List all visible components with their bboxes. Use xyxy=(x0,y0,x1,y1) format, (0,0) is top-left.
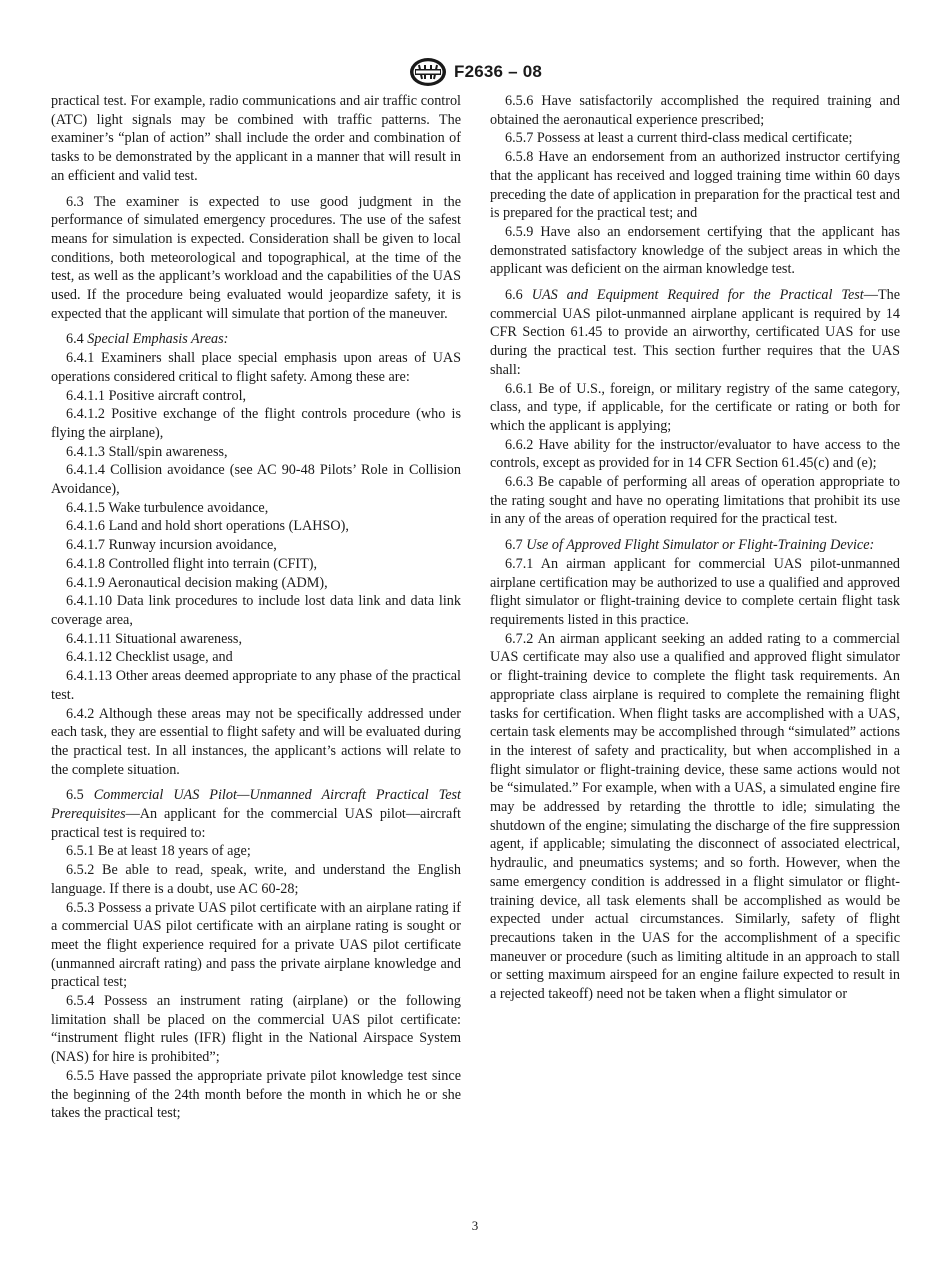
list-item: 6.6.1 Be of U.S., foreign, or military registry of the same category, class, and type, if applicable, for the certificate or rating or both for which the applicant is applying; xyxy=(490,380,900,434)
list-item: 6.5.7 Possess at least a current third-class medical certificate; xyxy=(505,130,853,147)
list-item: 6.5.5 Have passed the appropriate private pilot knowledge test since the beginning of the 24th month before the month in which he or she takes the practical test; xyxy=(51,1067,461,1122)
paragraph: practical test. For example, radio communications and air traffic control (ATC) light signals may be combined with traffic patterns. The examiner’s “plan of action” shall include the order and combination of tasks to be demonstrated by the applicant in a manner that will result in an efficient and valid test. xyxy=(51,93,461,184)
list-item: 6.5.3 Possess a private UAS pilot certificate with an airplane rating if a commercial UAS pilot certificate with an airplane rating is sought or meet the flight experience required for a private UAS pilot certificate (unmanned aircraft rating) and pass the private airplane knowledge and practical test; xyxy=(51,899,461,991)
list-item: 6.5.1 Be at least 18 years of age; xyxy=(66,843,251,860)
section-heading xyxy=(490,536,900,555)
list-item: 6.4.1.3 Stall/spin awareness, xyxy=(66,443,228,460)
paragraph: 6.3 The examiner is expected to use good judgment in the performance of simulated emergency procedures. The use of the safest means for simulation is expected. Consideration shall be given to local conditions, both meteorological and topographical, at the time of the test, as well as the applicant’s workload and the capabilities of the UAS used. If the procedure being evaluated would jeopardize safety, it is expected that the applicant will simulate that portion of the maneuver. xyxy=(51,193,461,322)
section-heading xyxy=(51,786,461,842)
list-item: 6.5.9 Have also an endorsement certifying that the applicant has demonstrated satisfactory knowledge of the subject areas in which the applicant was deficient on the airman knowledge test. xyxy=(490,223,900,278)
list-item: 6.5.4 Possess an instrument rating (airplane) or the following limitation shall be placed on the commercial UAS pilot certificate: “instrument flight rules (IFR) flight in the National Airspace System (NAS) for hire is prohibited”; xyxy=(51,993,461,1066)
list-item: 6.4.1.2 Positive exchange of the flight controls procedure (who is flying the airplane), xyxy=(51,406,461,441)
left-column xyxy=(51,92,461,1123)
list-item: 6.4.1.5 Wake turbulence avoidance, xyxy=(66,499,269,516)
list-item: 6.6.3 Be capable of performing all areas of operation appropriate to the rating sought and have no operating limitations that prohibit its use in any of the areas of operation required for the practical test. xyxy=(490,474,900,528)
list-item: 6.4.1.13 Other areas deemed appropriate to any phase of the practical test. xyxy=(51,668,461,703)
list-item: 6.5.8 Have an endorsement from an authorized instructor certifying that the applicant has received and logged training time within 60 days preceding the date of application in preparation for the practical test and is prepared for the practical test; and xyxy=(490,149,900,222)
list-item: 6.4.1.4 Collision avoidance (see AC 90-48 Pilots’ Role in Collision Avoidance), xyxy=(51,462,461,498)
list-item: 6.4.1.7 Runway incursion avoidance, xyxy=(66,537,277,554)
section-title: Special Emphasis Areas: xyxy=(87,331,229,348)
list-item: 6.7.2 An airman applicant seeking an added rating to a commercial UAS certificate may also use a qualified and approved flight simulator or flight-training device to complete the flight task requirements. An appropriate class airplane is required to complete the remaining flight tasks for certification. When flight tasks are accomplished with a UAS, certain task elements may be accomplished through “simulated” actions in the interest of safety and practicality, but when accomplished in a flight simulator or flight-training device, these same actions would not be “simulated.” For example, when with a UAS, a simulated engine fire may be addressed by retarding the throttle to idle; simulating the shutdown of the engine; simulating the discharge of the fire suppression agent, if applicable; simulating the disconnect of associated electrical, hydraulic, and pneumatics systems; and so forth. However, when the same emergency condition is addressed in a flight simulator or flight-training device, all task elements shall be accomplished as would be expected under actual circumstances. Similarly, safety of flight precautions taken in the UAS for the accomplishment of a specific maneuver or procedure (such as limiting altitude in an approach to stall or setting maximum airspeed for an engine failure expected to result in a rejected takeoff) need not be taken when a flight simulator or xyxy=(490,630,900,1003)
section-heading xyxy=(51,330,461,349)
list-item: 6.6.2 Have ability for the instructor/evaluator to have access to the controls, except as provided for in 14 CFR Section 61.45(c) and (e); xyxy=(490,436,900,472)
page-number: 3 xyxy=(471,1218,479,1233)
list-item: 6.4.1.11 Situational awareness, xyxy=(66,630,242,647)
list-item: 6.4.1.10 Data link procedures to include lost data link and data link coverage area, xyxy=(51,593,461,628)
list-item: 6.4.1.8 Controlled flight into terrain (CFIT), xyxy=(66,555,318,572)
list-item: 6.4.1.12 Checklist usage, and xyxy=(66,649,233,666)
document-id: F2636 – 08 xyxy=(453,62,542,81)
page-header xyxy=(0,56,950,88)
section-lead-text: —An applicant for the commercial UAS pilot—aircraft practical test is required to: xyxy=(51,806,461,841)
section-number: 6.7 xyxy=(505,537,523,554)
list-item: 6.4.1.6 Land and hold short operations (LAHSO), xyxy=(66,518,349,535)
section-number: 6.5 xyxy=(66,787,84,804)
section-title: UAS and Equipment Required for the Practical Test xyxy=(531,287,864,304)
list-item: 6.4.1.1 Positive aircraft control, xyxy=(66,387,247,404)
section-lead-text: —The commercial UAS pilot-unmanned airplane applicant is required by 14 CFR Section 61.45 to provide an airworthy, certificated UAS for use during the practical test. This section further requires that the UAS shall: xyxy=(490,287,900,378)
paragraph: 6.4.1 Examiners shall place special emphasis upon areas of UAS operations considered critical to flight safety. Among these are: xyxy=(51,350,461,385)
section-heading xyxy=(490,286,900,380)
list-item: 6.5.2 Be able to read, speak, write, and understand the English language. If there is a doubt, use AC 60-28; xyxy=(51,862,461,897)
section-title: Use of Approved Flight Simulator or Flight-Training Device: xyxy=(526,537,875,554)
list-item: 6.7.1 An airman applicant for commercial UAS pilot-unmanned airplane certification may be authorized to use a qualified and approved flight simulator or flight-training device to complete certain flight task requirements listed in this practice. xyxy=(490,555,900,628)
section-title: Commercial UAS Pilot—Unmanned Aircraft Practical Test Prerequisites xyxy=(51,787,461,823)
right-column xyxy=(490,92,900,1004)
list-item: 6.4.1.9 Aeronautical decision making (ADM), xyxy=(66,574,328,591)
section-number: 6.6 xyxy=(505,287,523,304)
paragraph: 6.4.2 Although these areas may not be specifically addressed under each task, they are essential to flight safety and will be evaluated during the practical test. In all instances, the applicant’s actions will relate to the complete situation. xyxy=(51,705,461,778)
astm-logo-icon xyxy=(408,56,448,88)
section-number: 6.4 xyxy=(66,331,84,348)
list-item: 6.5.6 Have satisfactorily accomplished the required training and obtained the aeronautical experience prescribed; xyxy=(490,93,900,128)
